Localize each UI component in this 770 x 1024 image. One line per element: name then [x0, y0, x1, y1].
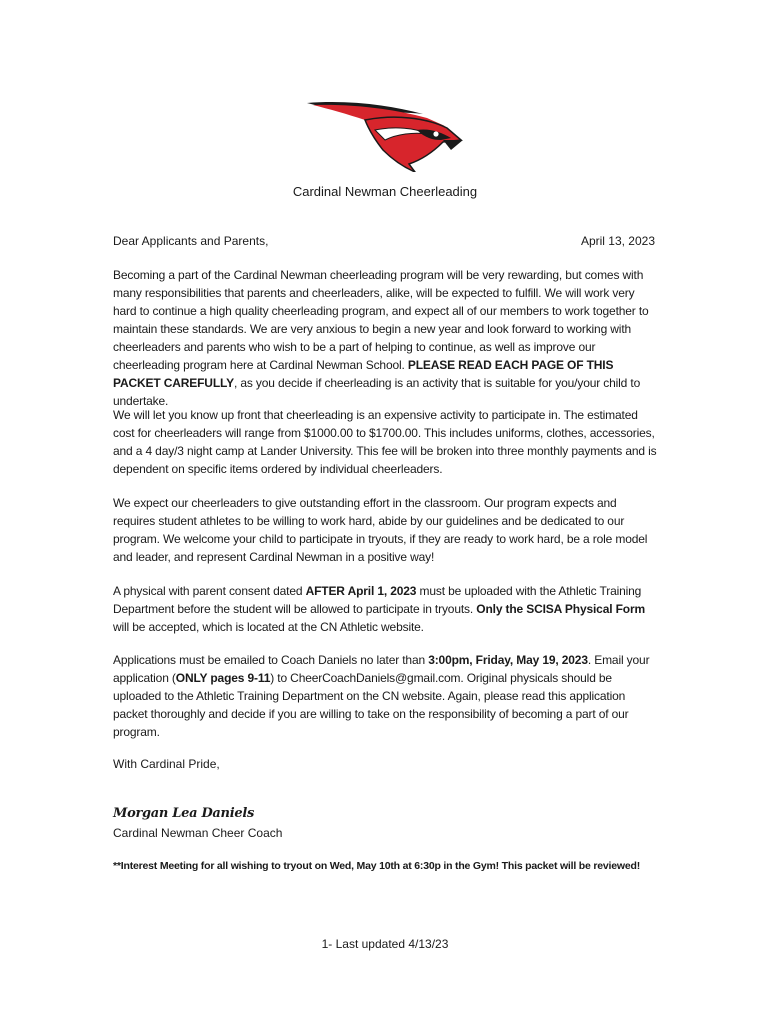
closing: With Cardinal Pride, [113, 757, 220, 771]
page-title: Cardinal Newman Cheerleading [292, 184, 478, 199]
paragraph-text: . Email your application ( [113, 653, 650, 685]
paragraph-intro [113, 266, 661, 410]
cardinal-head-logo-icon [305, 100, 465, 172]
paragraph-text: must be uploaded with the Athletic Training Department before the student will be allowed to participate in tryouts. [113, 584, 642, 616]
paragraph-text: Applications must be emailed to Coach Daniels no later than [113, 653, 429, 667]
paragraph-text: ) to CheerCoachDaniels@gmail.com. Original physicals should be uploaded to the Athletic Training Department on the CN website. Again, please read this application packet thoroughly and decide if you are willing to take on the responsibility of becoming a part of our program. [113, 671, 629, 739]
interest-meeting-note: **Interest Meeting for all wishing to tryout on Wed, May 10th at 6:30p in the Gym! This packet will be reviewed! [113, 860, 641, 872]
paragraph-text: A physical with parent consent dated [113, 584, 306, 598]
paragraph-application [113, 651, 661, 741]
emphasis-text: AFTER April 1, 2023 [305, 584, 417, 598]
paragraph-expectations: We expect our cheerleaders to give outstanding effort in the classroom. Our program expects and requires student athletes to be willing to work hard, abide by our guidelines and be dedicated to our program. We welcome your child to participate in tryouts, if they are ready to work hard, be a role model and leader, and represent Cardinal Newman in a positive way! [113, 496, 648, 564]
paragraph-text: , as you decide if cheerleading is an activity that is suitable for you/your child to undertake. [113, 376, 641, 408]
paragraph-cost: We will let you know up front that cheerleading is an expensive activity to participate in. The estimated cost for cheerleaders will range from $1000.00 to $1700.00. This includes uniforms, clothes, accessories, and a 4 day/3 night camp at Lander University. This fee will be broken into three monthly payments and is dependent on specific items ordered by individual cheerleaders. [113, 408, 657, 476]
salutation-row [113, 234, 655, 248]
signature: Morgan Lea Daniels [113, 806, 254, 821]
greeting: Dear Applicants and Parents, [113, 234, 269, 248]
emphasis-text: ONLY pages 9-11 [175, 671, 271, 685]
letter-date: April 13, 2023 [580, 234, 655, 248]
signer-title: Cardinal Newman Cheer Coach [113, 826, 283, 840]
paragraph-text: Becoming a part of the Cardinal Newman cheerleading program will be very rewarding, but comes with many responsibilities that parents and cheerleaders, alike, will be expected to fulfill. We will work very hard to continue a high quality cheerleading program, and expect all of our members to work together to maintain these standards. We are very anxious to begin a new year and look forward to working with cheerleaders and parents who wish to be a part of helping to continue, as well as improve our cheerleading program here at Cardinal Newman School. [113, 268, 649, 372]
emphasis-text: PLEASE READ EACH PAGE OF THIS PACKET CAREFULLY [113, 358, 614, 390]
paragraph-text: will be accepted, which is located at the CN Athletic website. [113, 620, 424, 634]
paragraph-physical [113, 582, 661, 636]
page-footer: 1- Last updated 4/13/23 [321, 937, 449, 951]
emphasis-text: 3:00pm, Friday, May 19, 2023 [428, 653, 588, 667]
emphasis-text: Only the SCISA Physical Form [476, 602, 645, 616]
